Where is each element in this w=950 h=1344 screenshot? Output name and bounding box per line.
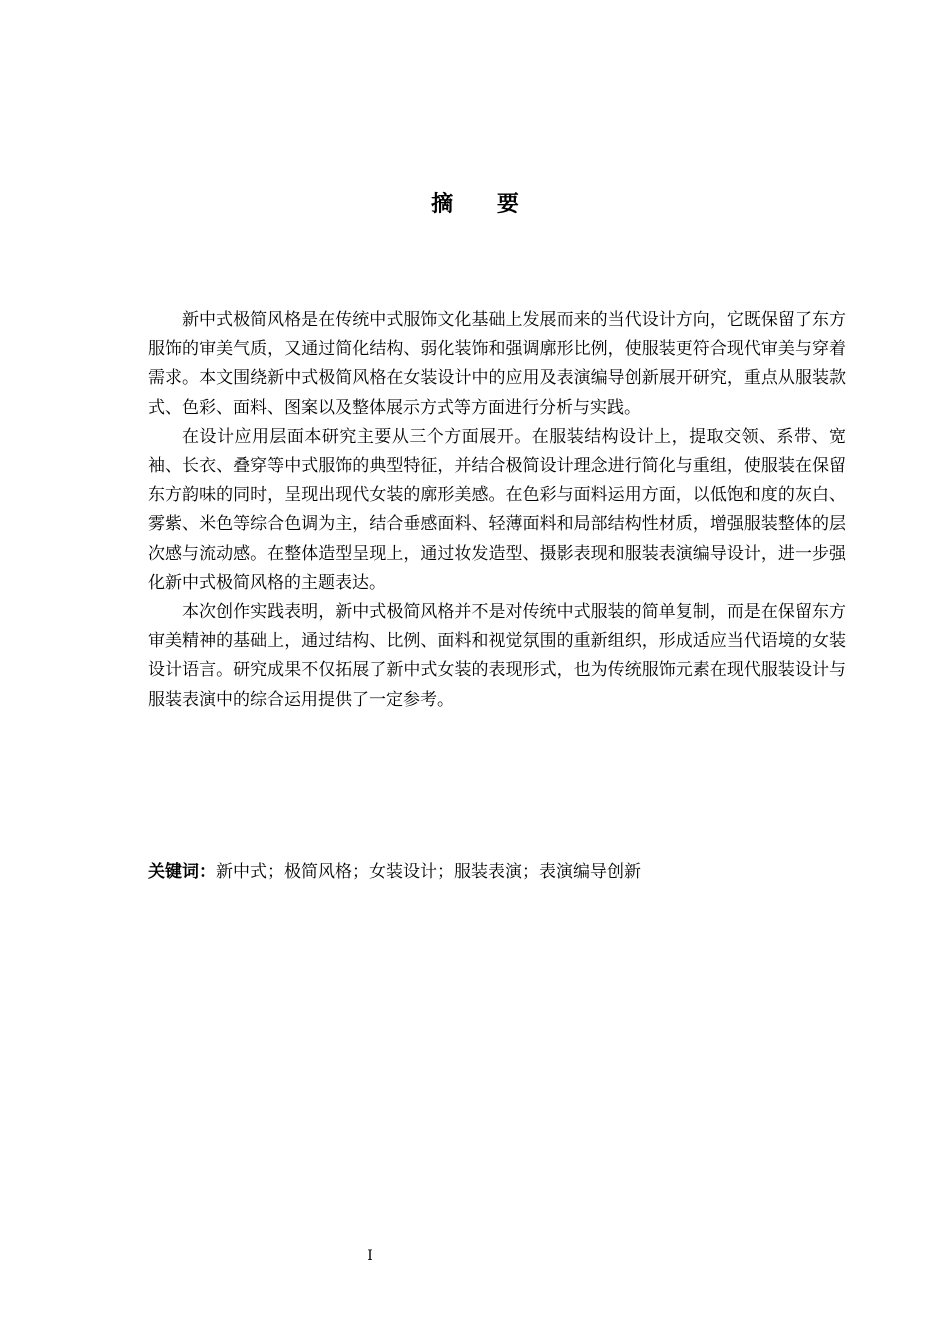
abstract-title: 摘 要: [431, 192, 537, 217]
abstract-paragraph-1: 新中式极简风格是在传统中式服饰文化基础上发展而来的当代设计方向，它既保留了东方服饰的审美气质，又通过简化结构、弱化装饰和强调廓形比例，使服装更符合现代审美与穿着需求。本文围绕新中式极简风格在女装设计中的应用及表演编导创新展开研究，重点从服装款式、色彩、面料、图案以及整体展示方式等方面进行分析与实践。: [148, 310, 846, 418]
keywords-line: [148, 858, 846, 887]
abstract-body: [148, 306, 846, 715]
abstract-paragraph-2: 在设计应用层面本研究主要从三个方面展开。在服装结构设计上，提取交领、系带、宽袖、长衣、叠穿等中式服饰的典型特征，并结合极简设计理念进行简化与重组，使服装在保留东方韵味的同时，呈现出现代女装的廓形美感。在色彩与面料运用方面，以低饱和度的灰白、雾紫、米色等综合色调为主，结合垂感面料、轻薄面料和局部结构性材质，增强服装整体的层次感与流动感。在整体造型呈现上，通过妆发造型、摄影表现和服装表演编导设计，进一步强化新中式极简风格的主题表达。: [148, 426, 846, 593]
page-number: I: [367, 1248, 373, 1264]
keywords-label: 关键词：: [148, 862, 216, 882]
keywords-list: 新中式；极简风格；女装设计；服装表演；表演编导创新: [216, 862, 641, 882]
abstract-paragraph-3: 本次创作实践表明，新中式极简风格并不是对传统中式服装的简单复制，而是在保留东方审美精神的基础上，通过结构、比例、面料和视觉氛围的重新组织，形成适应当代语境的女装设计语言。研究成果不仅拓展了新中式女装的表现形式，也为传统服饰元素在现代服装设计与服装表演中的综合运用提供了一定参考。: [148, 602, 846, 710]
